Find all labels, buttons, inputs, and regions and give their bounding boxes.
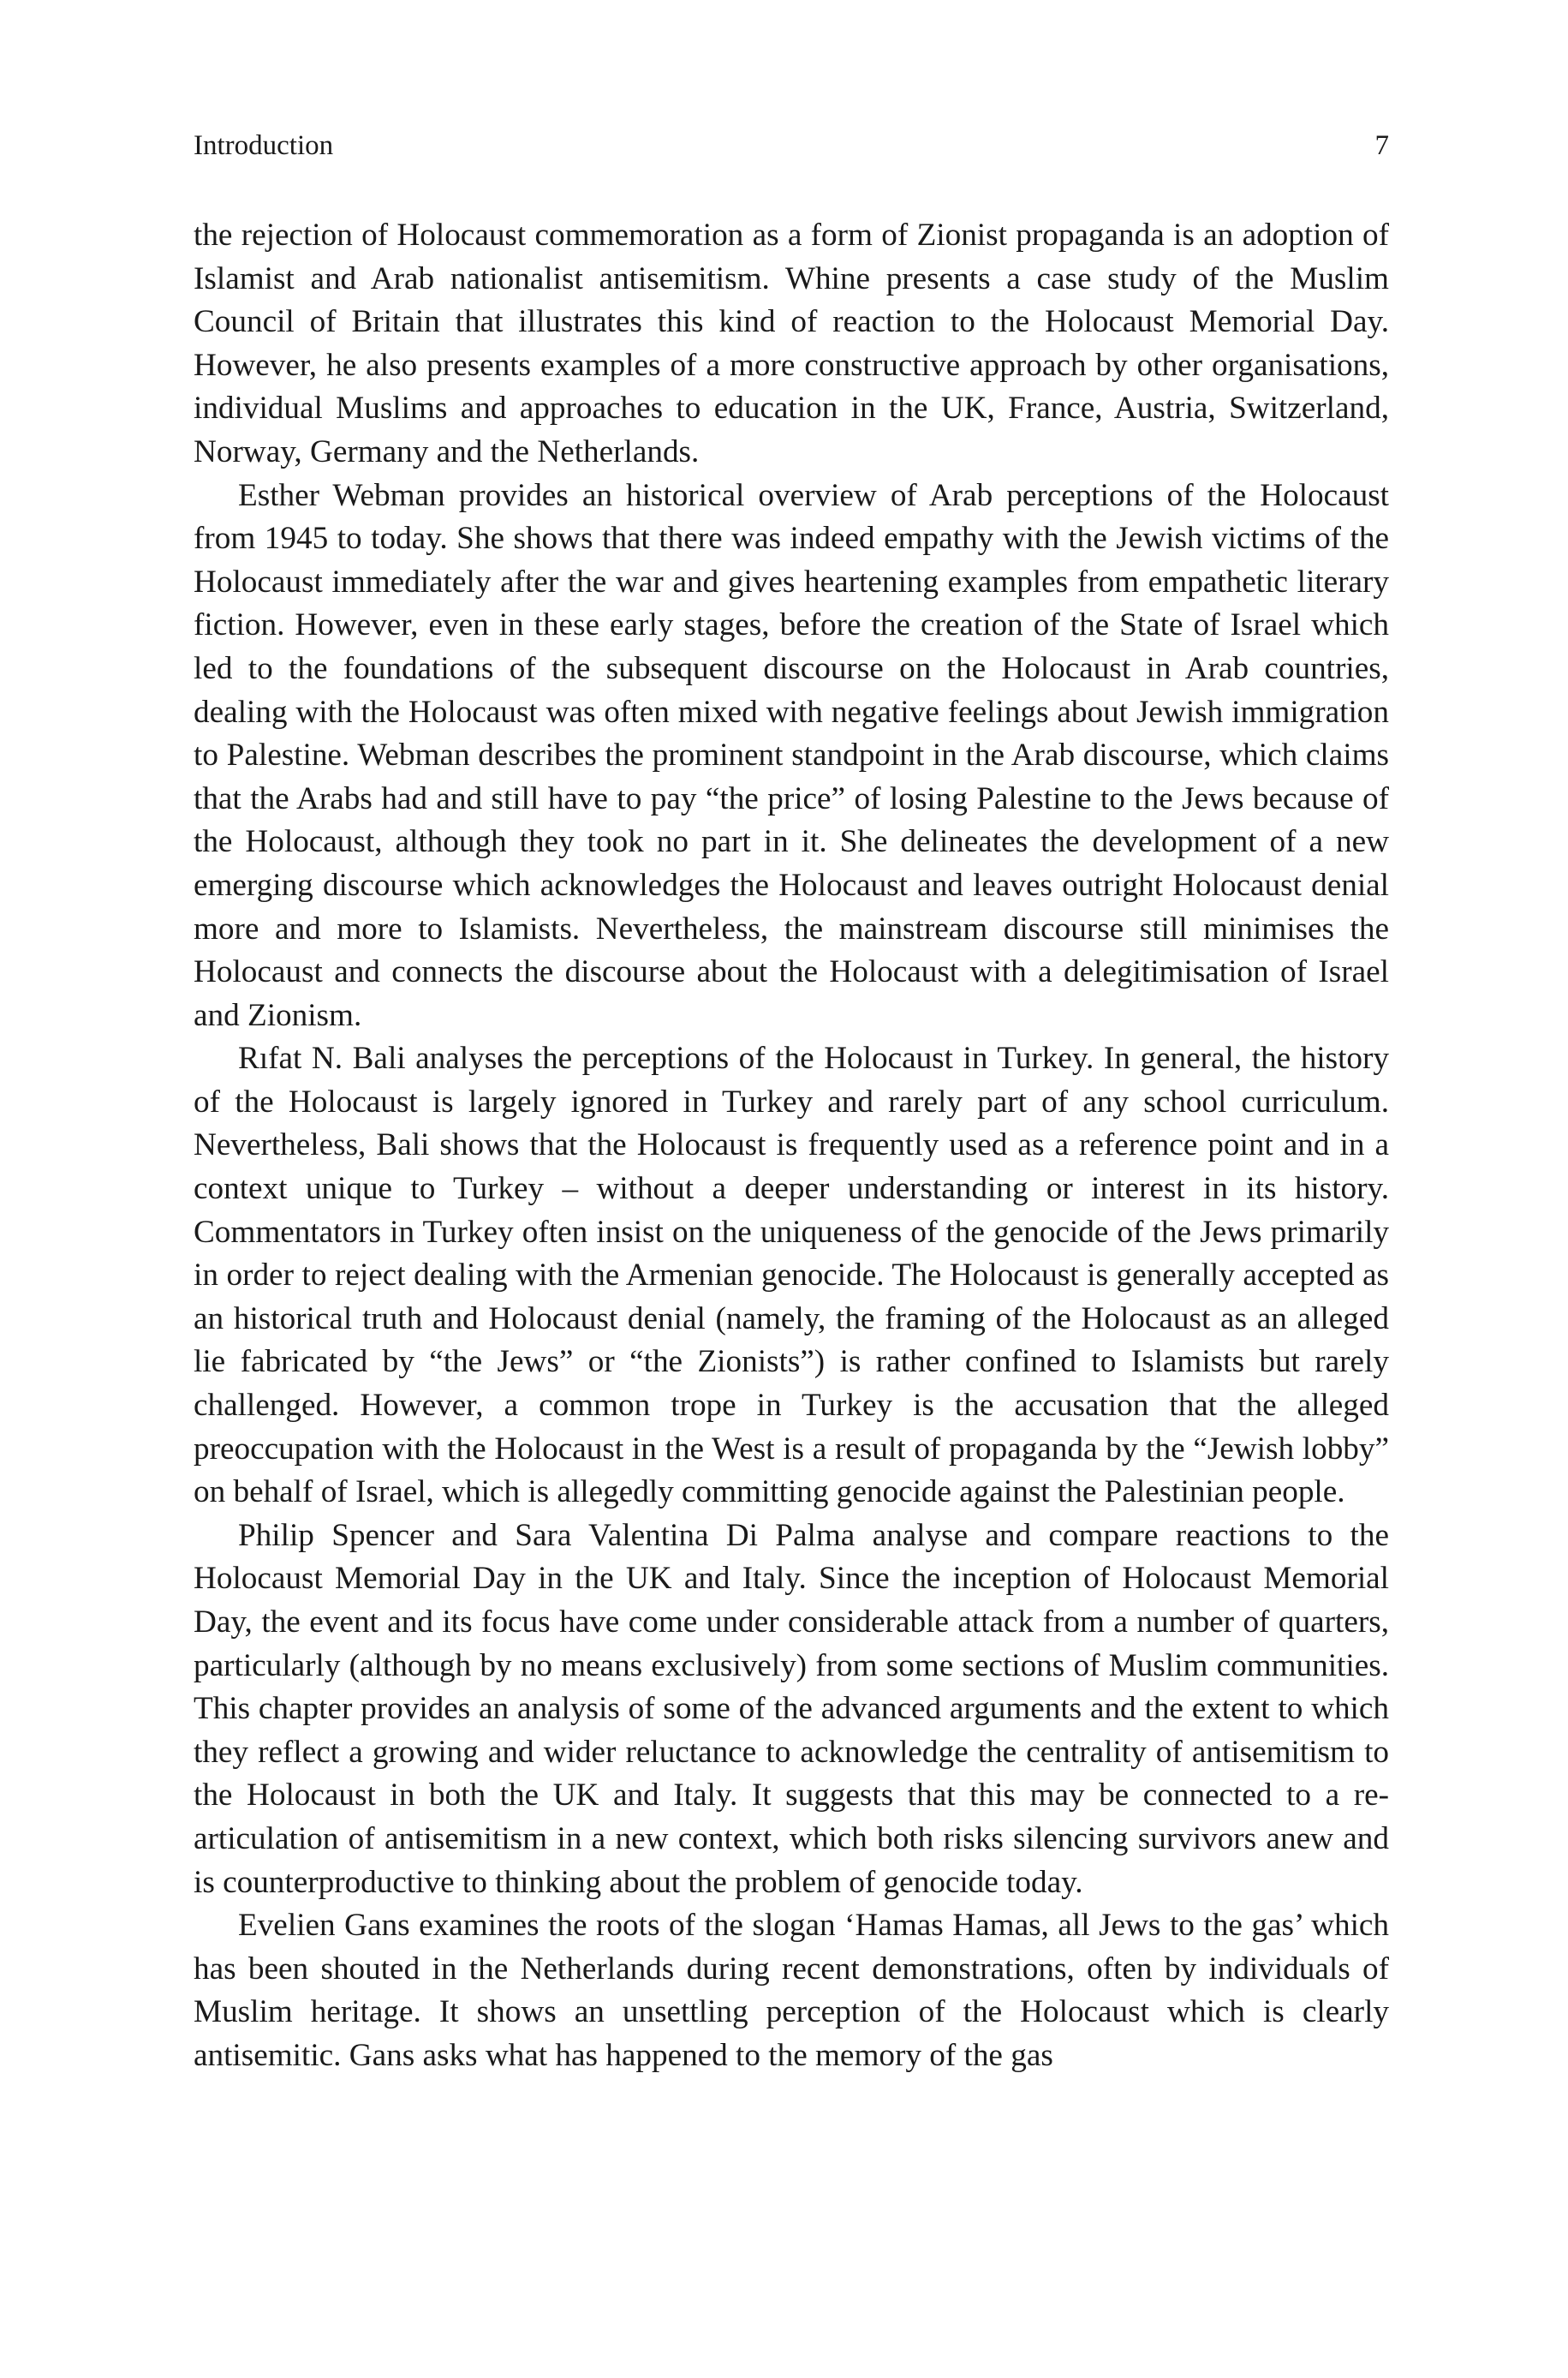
paragraph-spencer-di-palma: Philip Spencer and Sara Valentina Di Palma analyse and compare reactions to the Holocaust Memorial Day in the UK and Italy. Since the inception of Holocaust Memorial Day, the event and its focus have come under considerable attack from a number of quarters, particularly (although by no means exclusively) from some sections of Muslim communities. This chapter provides an analysis of some of the advanced arguments and the extent to which they reflect a growing and wider reluctance to acknowledge the centrality of antisemitism to the Holocaust in both the UK and Italy. It suggests that this may be connected to a re-articulation of antisemitism in a new context, which both risks silencing survivors anew and is counterproductive to thinking about the problem of genocide today. [194,1517,1389,1900]
book-page [194,0,1389,2378]
running-head [194,125,1389,166]
section-title: Introduction [194,130,334,161]
paragraph-webman: Esther Webman provides an historical overview of Arab perceptions of the Holocaust from 1945 to today. She shows that there was indeed empathy with the Jewish victims of the Holocaust immediately after the war and gives heartening examples from empathetic literary fiction. However, even in these early stages, before the creation of the State of Israel which led to the foundations of the subsequent discourse on the Holocaust in Arab countries, dealing with the Holocaust was often mixed with negative feelings about Jewish immigration to Palestine. Webman describes the prominent standpoint in the Arab discourse, which claims that the Arabs had and still have to pay “the price” of losing Palestine to the Jews because of the Holocaust, although they took no part in it. She delineates the development of a new emerging discourse which acknowledges the Holocaust and leaves outright Holocaust denial more and more to Islamists. Nevertheless, the mainstream discourse still minimises the Holocaust and connects the discourse about the Holocaust with a delegitimisation of Israel and Zionism. [194,477,1389,1033]
paragraph-whine-continued: the rejection of Holocaust commemoration as a form of Zionist propaganda is an adoption of Islamist and Arab nationalist antisemitism. Whine presents a case study of the Muslim Council of Britain that illustrates this kind of reaction to the Holocaust Memorial Day. However, he also presents examples of a more constructive approach by other organisations, individual Muslims and approaches to education in the UK, France, Austria, Switzerland, Norway, Germany and the Netherlands. [194,218,1389,469]
page-number: 7 [1374,130,1389,161]
paragraph-gans: Evelien Gans examines the roots of the slogan ‘Hamas Hamas, all Jews to the gas’ which has been shouted in the Netherlands during recent demonstrations, often by individuals of Muslim heritage. It shows an unsettling perception of the Holocaust which is clearly antisemitic. Gans asks what has happened to the memory of the gas [194,1908,1389,2073]
body-text [194,214,1389,2078]
paragraph-bali: Rıfat N. Bali analyses the perceptions of the Holocaust in Turkey. In general, the history of the Holocaust is largely ignored in Turkey and rarely part of any school curriculum. Nevertheless, Bali shows that the Holocaust is frequently used as a reference point and in a context unique to Turkey – without a deeper understanding or interest in its history. Commentators in Turkey often insist on the uniqueness of the genocide of the Jews primarily in order to reject dealing with the Armenian genocide. The Holocaust is generally accepted as an historical truth and Holocaust denial (namely, the framing of the Holocaust as an alleged lie fabricated by “the Jews” or “the Zionists”) is rather confined to Islamists but rarely challenged. However, a common trope in Turkey is the accusation that the alleged preoccupation with the Holocaust in the West is a result of propaganda by the “Jewish lobby” on behalf of Israel, which is allegedly committing genocide against the Palestinian people. [194,1041,1389,1510]
